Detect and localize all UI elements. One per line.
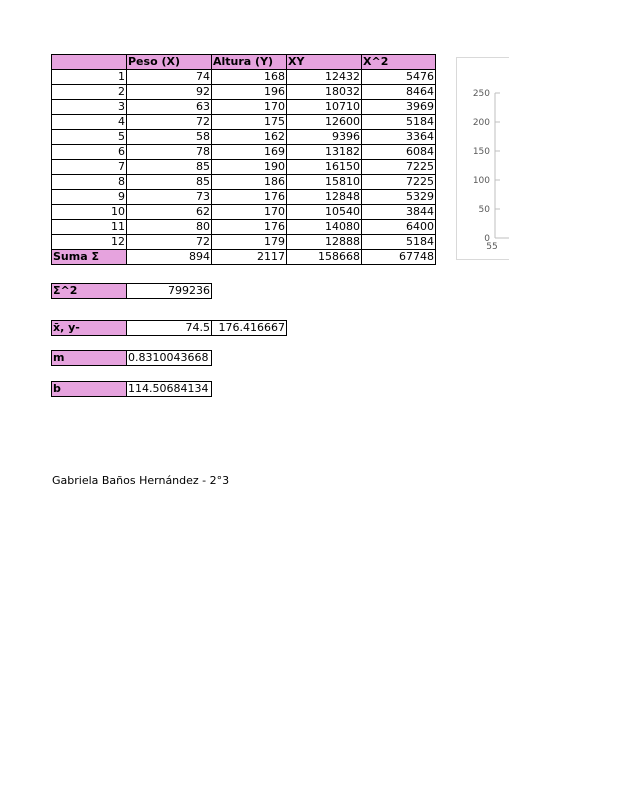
table-cell[interactable]: 63: [127, 100, 212, 115]
table-cell[interactable]: 9396: [287, 130, 362, 145]
table-cell[interactable]: 85: [127, 160, 212, 175]
table-cell[interactable]: 8: [52, 175, 127, 190]
table-row: [52, 145, 436, 160]
y-tick-label: 0: [484, 234, 490, 244]
table-cell[interactable]: 58: [127, 130, 212, 145]
table-row: [52, 235, 436, 250]
table-cell[interactable]: 5329: [362, 190, 436, 205]
table-cell[interactable]: 5476: [362, 70, 436, 85]
data-table: [51, 54, 436, 265]
table-cell[interactable]: 15810: [287, 175, 362, 190]
table-cell[interactable]: 5: [52, 130, 127, 145]
table-row: [52, 85, 436, 100]
table-cell[interactable]: 92: [127, 85, 212, 100]
sigma-squared-box: [51, 283, 212, 299]
sum-cell[interactable]: 67748: [362, 250, 436, 265]
table-row: [52, 175, 436, 190]
table-row: [52, 115, 436, 130]
table-row: [52, 130, 436, 145]
mean-x-value[interactable]: 74.5: [127, 321, 212, 336]
table-cell[interactable]: 170: [212, 100, 287, 115]
table-cell[interactable]: 10: [52, 205, 127, 220]
author-name: Gabriela Baños Hernández - 2°3: [52, 474, 230, 487]
table-header-row: [52, 55, 436, 70]
table-cell[interactable]: 78: [127, 145, 212, 160]
table-cell[interactable]: 4: [52, 115, 127, 130]
scatter-chart[interactable]: [456, 57, 509, 260]
table-cell[interactable]: 7225: [362, 160, 436, 175]
table-cell[interactable]: 6400: [362, 220, 436, 235]
table-cell[interactable]: 170: [212, 205, 287, 220]
y-tick-label: 100: [472, 176, 490, 186]
table-cell[interactable]: 13182: [287, 145, 362, 160]
table-row: [52, 160, 436, 175]
table-cell[interactable]: 72: [127, 115, 212, 130]
table-cell[interactable]: 3844: [362, 205, 436, 220]
table-cell[interactable]: 6: [52, 145, 127, 160]
table-cell[interactable]: 1: [52, 70, 127, 85]
table-cell[interactable]: 8464: [362, 85, 436, 100]
column-header: XY: [287, 55, 362, 70]
table-row: [52, 205, 436, 220]
table-cell[interactable]: 176: [212, 190, 287, 205]
column-header: [52, 55, 127, 70]
table-cell[interactable]: 179: [212, 235, 287, 250]
means-box: [51, 320, 287, 336]
intercept-value[interactable]: 114.50684134: [127, 382, 212, 397]
x-tick-label: 55: [486, 242, 498, 252]
column-header: X^2: [362, 55, 436, 70]
table-cell[interactable]: 5184: [362, 235, 436, 250]
table-cell[interactable]: 16150: [287, 160, 362, 175]
y-tick-label: 50: [478, 205, 490, 215]
table-cell[interactable]: 196: [212, 85, 287, 100]
table-cell[interactable]: 9: [52, 190, 127, 205]
table-row: [52, 190, 436, 205]
table-cell[interactable]: 85: [127, 175, 212, 190]
y-tick-label: 150: [472, 147, 490, 157]
chart-canvas: [457, 58, 509, 259]
y-tick-label: 200: [472, 118, 490, 128]
table-cell[interactable]: 7: [52, 160, 127, 175]
table-cell[interactable]: 5184: [362, 115, 436, 130]
table-cell[interactable]: 12888: [287, 235, 362, 250]
table-cell[interactable]: 18032: [287, 85, 362, 100]
sigma-squared-label: Σ^2: [52, 284, 127, 299]
table-cell[interactable]: 7225: [362, 175, 436, 190]
table-cell[interactable]: 12600: [287, 115, 362, 130]
table-cell[interactable]: 12: [52, 235, 127, 250]
table-cell[interactable]: 2: [52, 85, 127, 100]
intercept-label: b: [52, 382, 127, 397]
slope-value[interactable]: 0.8310043668: [127, 351, 212, 366]
sigma-squared-value[interactable]: 799236: [127, 284, 212, 299]
table-cell[interactable]: 12432: [287, 70, 362, 85]
table-cell[interactable]: 190: [212, 160, 287, 175]
sum-cell[interactable]: 894: [127, 250, 212, 265]
table-cell[interactable]: 3969: [362, 100, 436, 115]
table-cell[interactable]: 12848: [287, 190, 362, 205]
table-row: [52, 220, 436, 235]
table-cell[interactable]: 80: [127, 220, 212, 235]
table-cell[interactable]: 10710: [287, 100, 362, 115]
means-label: x̄, y-: [52, 321, 127, 336]
table-cell[interactable]: 73: [127, 190, 212, 205]
table-cell[interactable]: 10540: [287, 205, 362, 220]
table-cell[interactable]: 162: [212, 130, 287, 145]
table-cell[interactable]: 62: [127, 205, 212, 220]
table-row: [52, 100, 436, 115]
column-header: Peso (X): [127, 55, 212, 70]
table-cell[interactable]: 169: [212, 145, 287, 160]
table-cell[interactable]: 186: [212, 175, 287, 190]
table-cell[interactable]: 175: [212, 115, 287, 130]
table-cell[interactable]: 14080: [287, 220, 362, 235]
table-cell[interactable]: 3364: [362, 130, 436, 145]
sum-label: Suma Σ: [52, 250, 127, 265]
table-cell[interactable]: 168: [212, 70, 287, 85]
table-cell[interactable]: 74: [127, 70, 212, 85]
sum-cell[interactable]: 2117: [212, 250, 287, 265]
table-cell[interactable]: 6084: [362, 145, 436, 160]
table-row: [52, 70, 436, 85]
table-cell[interactable]: 11: [52, 220, 127, 235]
y-tick-label: 250: [472, 89, 490, 99]
sum-cell[interactable]: 158668: [287, 250, 362, 265]
table-cell[interactable]: 3: [52, 100, 127, 115]
mean-y-value[interactable]: 176.416667: [212, 321, 287, 336]
slope-box: [51, 350, 212, 366]
table-cell[interactable]: 176: [212, 220, 287, 235]
slope-label: m: [52, 351, 127, 366]
intercept-box: [51, 381, 212, 397]
column-header: Altura (Y): [212, 55, 287, 70]
sum-row: [52, 250, 436, 265]
table-cell[interactable]: 72: [127, 235, 212, 250]
